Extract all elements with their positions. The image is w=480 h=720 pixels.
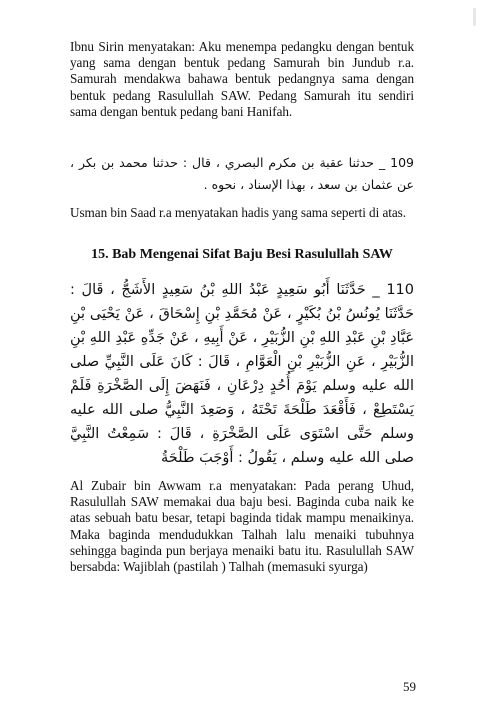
page-number: 59: [403, 679, 416, 694]
paragraph-ibnu-sirin: Ibnu Sirin menyatakan: Aku menempa pedangku dengan bentuk yang sama dengan bentuk pedang Samurah bin Jundub r.a. Samurah mendakwa bahawa bentuk pedangnya sama dengan bentuk pedang Rasulullah SAW. Pedang Samurah itu sendiri sama dengan bentuk pedang bani Hanifah.: [70, 39, 414, 119]
arabic-hadith-109: 109 _ حدثنا عقبة بن مكرم البصري ، قال : حدثنا محمد بن بكر ، عن عثمان بن سعد ، بهذا الإسناد ، نحوه .: [70, 155, 414, 192]
section-heading: 15. Bab Mengenai Sifat Baju Besi Rasulullah SAW: [91, 247, 393, 262]
arabic-hadith-110: 110 _ حَدَّثَنَا أَبُو سَعِيدٍ عَبْدُ اللهِ بْنُ سَعِيدٍ الأَشَجُّ ، قَالَ : حَدَّثَنَا يُونُسُ بْنُ بُكَيْرٍ ، عَنْ مُحَمَّدِ بْنِ إِسْحَاقَ ، عَنْ يَحْيَى بْنِ عَبَّادِ بْنِ عَبْدِ اللهِ بْنِ الزُّبَيْرِ ، عَنْ أَبِيهِ ، عَنْ جَدِّهِ عَبْدِ اللهِ بْنِ الزُّبَيْرِ ، عَنِ الزُّبَيْرِ بْنِ الْعَوَّامِ ، قَالَ : كَانَ عَلَى النَّبِيِّ صلى الله عليه وسلم يَوْمَ أُحُدٍ دِرْعَانِ ، فَنَهَضَ إِلَى الصَّخْرَةِ فَلَمْ يَسْتَطِعْ ، فَأَقْعَدَ طَلْحَةَ تَحْتَهُ ، وَصَعِدَ النَّبِيُّ صلى الله عليه وسلم حَتَّى اسْتَوَى عَلَى الصَّخْرَةِ ، قَالَ : سَمِعْتُ النَّبِيَّ صلى الله عليه وسلم ، يَقُولُ : أَوْجَبَ طَلْحَةُ: [70, 282, 414, 466]
page-edge-mark: [473, 8, 476, 26]
paragraph-al-zubair: Al Zubair bin Awwam r.a menyatakan: Pada perang Uhud, Rasulullah SAW memakai dua baju besi. Baginda cuba naik ke atas sebuah batu besar, tetapi baginda tidak mampu menaikinya. Maka baginda mendudukkan Talhah lalu menaiki tubuhnya sehingga baginda pun berjaya menaiki batu itu. Rasulullah SAW bersabda: Wajiblah (pastilah ) Talhah (memasuki syurga): [70, 478, 414, 575]
paragraph-usman-bin-saad: Usman bin Saad r.a menyatakan hadis yang sama seperti di atas.: [70, 205, 407, 220]
